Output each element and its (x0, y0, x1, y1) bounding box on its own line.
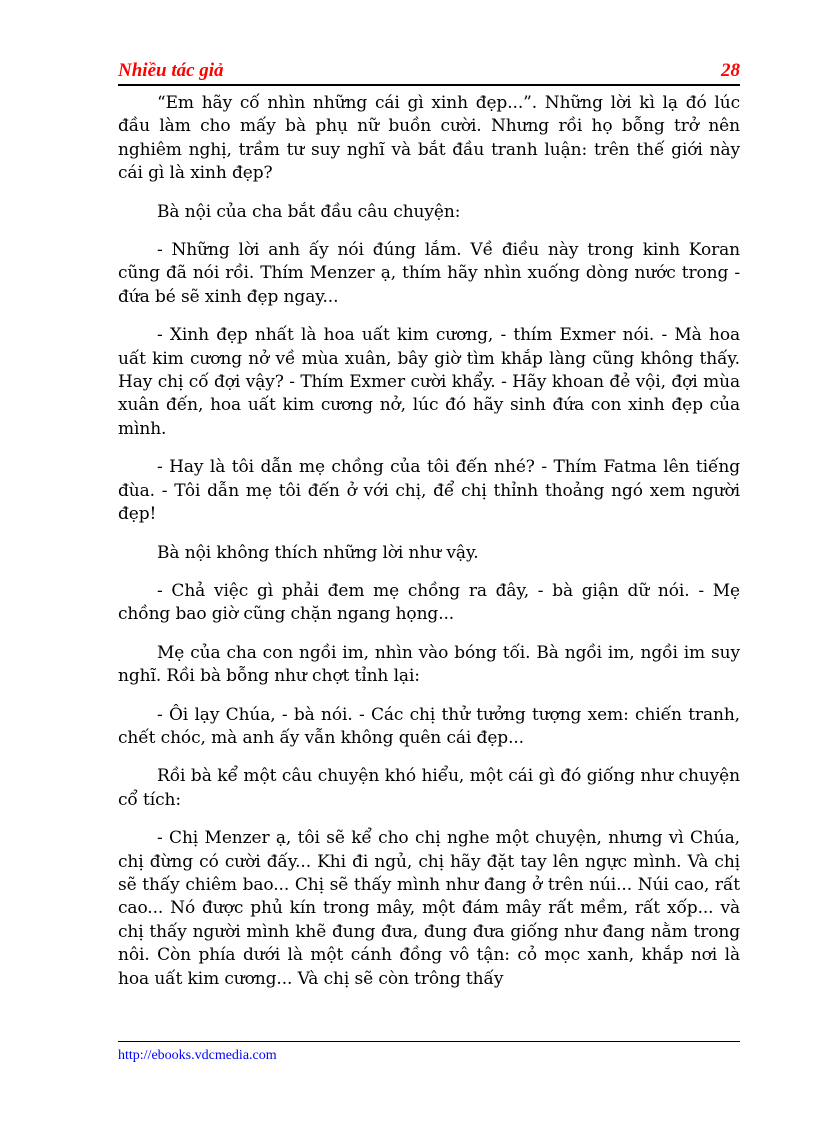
paragraph: - Chị Menzer ạ, tôi sẽ kể cho chị nghe một chuyện, nhưng vì Chúa, chị đừng có cười đấy... Khi đi ngủ, chị hãy đặt tay lên ngực mình. Và chị sẽ thấy chiêm bao... Chị sẽ thấy mình như đang ở trên núi... Núi cao, rất cao... Nó được phủ kín trong mây, một đám mây rất mềm, rất xốp... và chị thấy người mình khẽ đung đưa, đung đưa giống như đang nằm trong nôi. Còn phía dưới là một cánh đồng vô tận: cỏ mọc xanh, khắp nơi là hoa uất kim cương... Và chị sẽ còn trông thấy (118, 828, 740, 989)
paragraph: - Ôi lạy Chúa, - bà nói. - Các chị thử tưởng tượng xem: chiến tranh, chết chóc, mà anh ấy vẫn không quên cái đẹp... (118, 704, 740, 748)
page-header (118, 58, 740, 86)
page-number: 28 (721, 60, 740, 81)
paragraph: - Những lời anh ấy nói đúng lắm. Về điều này trong kinh Koran cũng đã nói rồi. Thím Menzer ạ, thím hãy nhìn xuống dòng nước trong - đứa bé sẽ xinh đẹp ngay... (118, 240, 740, 307)
book-author-title: Nhiều tác giả (118, 60, 224, 81)
paragraph: Mẹ của cha con ngồi im, nhìn vào bóng tối. Bà ngồi im, ngồi im suy nghĩ. Rồi bà bỗng như chợt tỉnh lại: (118, 642, 740, 687)
paragraph: Bà nội của cha bắt đầu câu chuyện: (157, 201, 461, 222)
page-body (118, 92, 740, 1006)
page-footer (118, 1041, 740, 1064)
footer-link[interactable]: http://ebooks.vdcmedia.com (118, 1048, 277, 1063)
paragraph: - Xinh đẹp nhất là hoa uất kim cương, - thím Exmer nói. - Mà hoa uất kim cương nở về mùa xuân, bây giờ tìm khắp làng cũng không thấy. Hay chị cố đợi vậy? - Thím Exmer cười khẩy. - Hãy khoan đẻ vội, đợi mùa xuân đến, hoa uất kim cương nở, lúc đó hãy sinh đứa con xinh đẹp của mình. (118, 325, 740, 439)
paragraph: Rồi bà kể một câu chuyện khó hiểu, một cái gì đó giống như chuyện cổ tích: (118, 766, 740, 810)
paragraph: “Em hãy cố nhìn những cái gì xinh đẹp...”. Những lời kì lạ đó lúc đầu làm cho mấy bà phụ nữ buồn cười. Nhưng rồi họ bỗng trở nên nghiêm nghị, trầm tư suy nghĩ và bắt đầu tranh luận: trên thế giới này cái gì là xinh đẹp? (118, 93, 740, 184)
paragraph: - Hay là tôi dẫn mẹ chồng của tôi đến nhé? - Thím Fatma lên tiếng đùa. - Tôi dẫn mẹ tôi đến ở với chị, để chị thỉnh thoảng ngó xem người đẹp! (118, 457, 740, 525)
paragraph: Bà nội không thích những lời như vậy. (157, 542, 479, 563)
paragraph: - Chả việc gì phải đem mẹ chồng ra đây, - bà giận dữ nói. - Mẹ chồng bao giờ cũng chặn ngang họng... (118, 580, 740, 625)
